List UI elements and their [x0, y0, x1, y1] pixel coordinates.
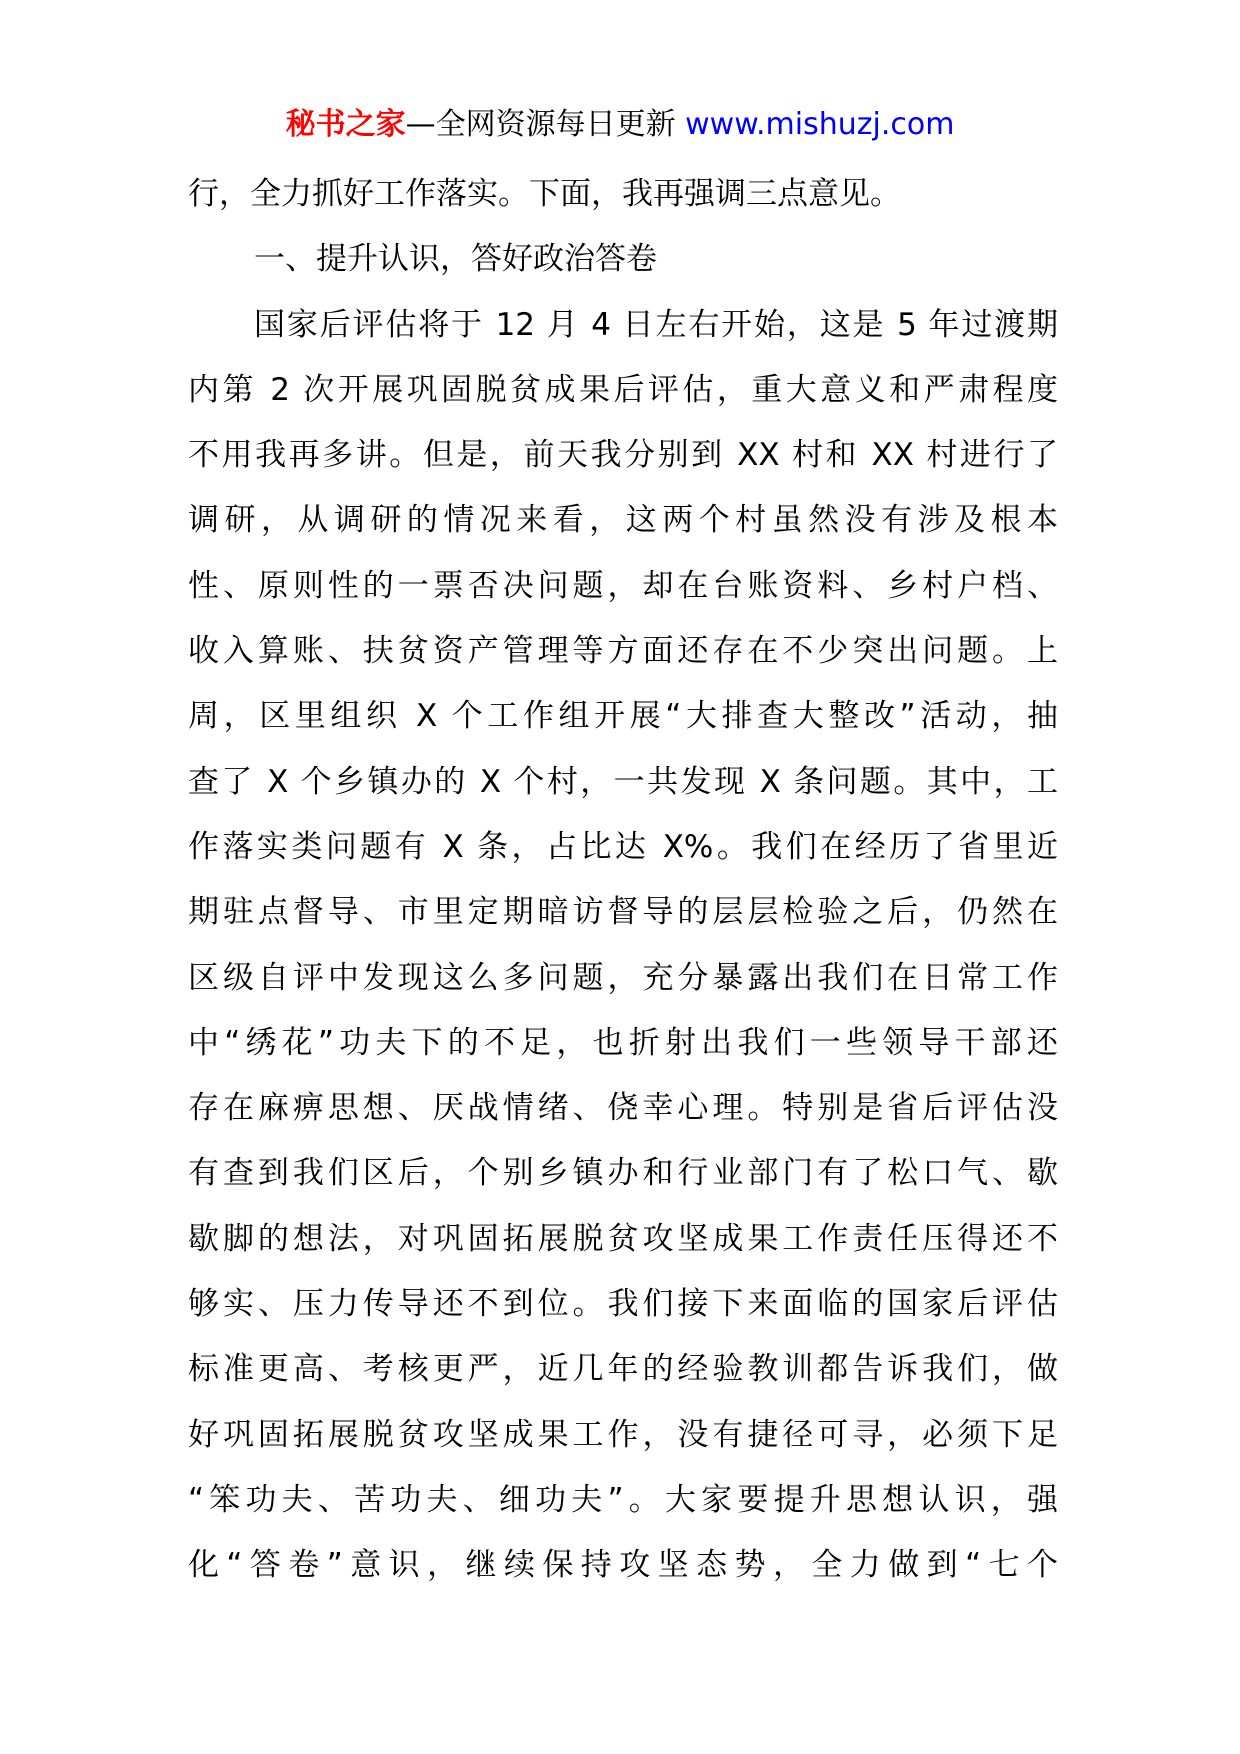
site-brand: 秘书之家: [285, 107, 406, 142]
text-line: 歇脚的想法，对巩固拓展脱贫攻坚成果工作责任压得还不: [188, 1220, 1058, 1257]
site-url-link[interactable]: www.mishuzj.com: [685, 107, 955, 142]
text-line: 内第 2 次开展巩固脱贫成果后评估，重大意义和严肃程度: [188, 371, 1058, 408]
text-line: 行，全力抓好工作落实。下面，我再强调三点意见。: [188, 176, 901, 212]
text-line: 查了 X 个乡镇办的 X 个村，一共发现 X 条问题。其中，工: [188, 763, 1058, 800]
text-line: 调研，从调研的情况来看，这两个村虽然没有涉及根本: [188, 502, 1058, 539]
text-line: 中“绣花”功夫下的不足，也折射出我们一些领导干部还: [188, 1024, 1058, 1061]
text-line: 性、原则性的一票否决问题，却在台账资料、乡村户档、: [188, 567, 1058, 604]
text-line: 化“答卷”意识，继续保持攻坚态势，全力做到“七个: [188, 1547, 1058, 1584]
text-line: 标准更高、考核更严，近几年的经验教训都告诉我们，做: [188, 1351, 1058, 1388]
text-line: 周，区里组织 X 个工作组开展“大排查大整改”活动，抽: [188, 698, 1058, 735]
text-line: 期驻点督导、市里定期暗访督导的层层检验之后，仍然在: [188, 894, 1058, 931]
text-line: 收入算账、扶贫资产管理等方面还存在不少突出问题。上: [188, 633, 1058, 670]
text-line: “笨功夫、苦功夫、细功夫”。大家要提升思想认识，强: [188, 1481, 1058, 1518]
section-heading: 一、提升认识，答好政治答卷: [254, 241, 657, 278]
text-line: 国家后评估将于 12 月 4 日左右开始，这是 5 年过渡期: [254, 306, 1058, 343]
text-line: 作落实类问题有 X 条，占比达 X%。我们在经历了省里近: [188, 828, 1058, 865]
text-line: 够实、压力传导还不到位。我们接下来面临的国家后评估: [188, 1286, 1058, 1323]
site-header: [0, 100, 1240, 150]
text-line: 区级自评中发现这么多问题，充分暴露出我们在日常工作: [188, 959, 1058, 996]
text-line: 不用我再多讲。但是，前天我分别到 XX 村和 XX 村进行了: [188, 437, 1058, 474]
text-line: 好巩固拓展脱贫攻坚成果工作，没有捷径可寻，必须下足: [188, 1416, 1058, 1453]
site-tagline: —全网资源每日更新: [405, 107, 686, 142]
text-line: 存在麻痹思想、厌战情绪、侥幸心理。特别是省后评估没: [188, 1090, 1058, 1127]
text-line: 有查到我们区后，个别乡镇办和行业部门有了松口气、歇: [188, 1155, 1058, 1192]
document-body: [188, 162, 1058, 1599]
